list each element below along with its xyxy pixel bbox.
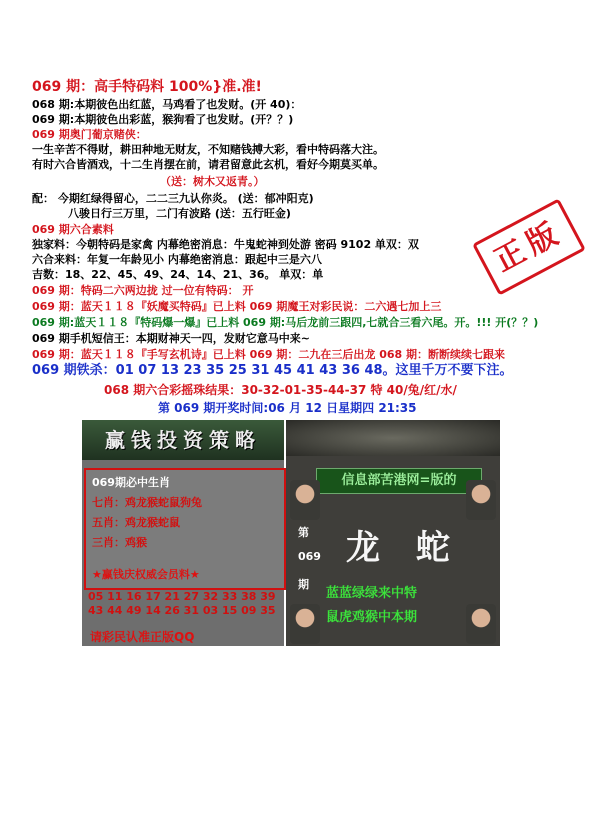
left-promo-panel bbox=[82, 420, 284, 646]
portrait-icon bbox=[290, 480, 320, 520]
zodiac-big-text: 龙 蛇 bbox=[346, 528, 462, 568]
number-row-1: 05 11 16 17 21 27 32 33 38 39 bbox=[88, 590, 276, 603]
zodiac-box bbox=[84, 468, 286, 590]
right-line-1: 蓝蓝绿绿来中特 bbox=[326, 586, 418, 601]
right-panel-header bbox=[286, 420, 500, 456]
text-line: 有时六合皆酒戏，十二生肖摆在前，请君留意此玄机，看好今期莫买单。 bbox=[32, 158, 384, 171]
number-grid bbox=[88, 590, 278, 618]
portrait-icon bbox=[290, 604, 320, 644]
zodiac-row-5: 五肖：鸡龙猴蛇鼠 bbox=[92, 516, 180, 529]
text-line: 068 期:本期彼色出红蓝，马鸡看了也发财。(开 40)： bbox=[32, 98, 302, 111]
text-line: 独家料：今朝特码是家禽 内幕绝密消息：牛鬼蛇神到处游 密码 9102 单双：双 bbox=[32, 238, 419, 251]
portrait-icon bbox=[466, 480, 496, 520]
text-line: 069 期：特码二六两边拢 过一位有特码： 开 bbox=[32, 284, 254, 297]
text-line: 069 期：蓝天１１８『手写玄机诗』已上料 069 期：二九在三后出龙 068 期：断断续续七跟来 bbox=[32, 348, 506, 361]
authentic-stamp: 正版 bbox=[472, 198, 586, 295]
vertical-label-1: 第 bbox=[298, 526, 309, 539]
text-line: 069 期奥门葡京赌侠： bbox=[32, 128, 147, 141]
right-banner: 信息部苦港网=版的 bbox=[316, 468, 482, 494]
portrait-icon bbox=[466, 604, 496, 644]
text-line: 069 期铁杀：01 07 13 23 35 25 31 45 41 43 36 48。这里千万不要下注。 bbox=[32, 363, 513, 378]
text-line: 069 期：高手特码料 100%}准.准! bbox=[32, 79, 262, 95]
left-panel-header: 赢钱投资策略 bbox=[82, 420, 284, 460]
text-line: 一生辛苦不得财，耕田种地无财友，不知赌钱搏大彩，看中特码落大注。 bbox=[32, 143, 384, 156]
text-line: 069 期:蓝天１１８『特码爆一爆』已上料 069 期:马后龙前三跟四,七就合三看六尾。开。!!! 开(？？) bbox=[32, 316, 539, 329]
slogan: ★赢钱庆权威会员料★ bbox=[92, 568, 200, 581]
zodiac-row-3: 三肖：鸡猴 bbox=[92, 536, 147, 549]
zodiac-sub-title: 069期必中生肖 bbox=[92, 476, 170, 489]
text-line: 八骏日行三万里，二门有波路 (送：五行旺金) bbox=[68, 207, 291, 220]
text-line: 069 期六合素料 bbox=[32, 223, 114, 236]
text-line: 069 期：蓝天１１８『妖魔买特码』已上料 069 期魔王对彩民说：二六遇七加上三 bbox=[32, 300, 442, 313]
text-line: 069 期手机短信王：本期财神天一四，发财它意马中来~ bbox=[32, 332, 311, 345]
text-line: 六合来料：年复一年龄见小 内幕绝密消息：跟起中三是六八 bbox=[32, 253, 322, 266]
vertical-label-2: 069 bbox=[298, 550, 321, 563]
right-line-2: 鼠虎鸡猴中本期 bbox=[326, 610, 418, 625]
text-line: 吉数：18、22、45、49、24、14、21、36。 单双：单 bbox=[32, 268, 324, 281]
zodiac-row-7: 七肖：鸡龙猴蛇鼠狗兔 bbox=[92, 496, 202, 509]
right-promo-panel bbox=[286, 420, 500, 646]
number-row-2: 43 44 49 14 26 31 03 15 09 35 bbox=[88, 604, 276, 617]
text-line: （送：树木又返青。） bbox=[160, 175, 265, 188]
text-line: 069 期:本期彼色出彩蓝，猴狗看了也发财。(开？？) bbox=[32, 113, 294, 126]
left-panel-footer: 请彩民认准正版QQ bbox=[90, 630, 195, 644]
text-line: 第 069 期开奖时间:06 月 12 日星期四 21:35 bbox=[158, 401, 417, 415]
text-line: 配： 今期红绿得留心，二二三九认你炎。 (送：郁冲阳克) bbox=[32, 192, 314, 205]
text-line: 068 期六合彩摇珠结果：30-32-01-35-44-37 特 40/兔/红/水/ bbox=[104, 383, 457, 397]
vertical-label-3: 期 bbox=[298, 578, 309, 591]
